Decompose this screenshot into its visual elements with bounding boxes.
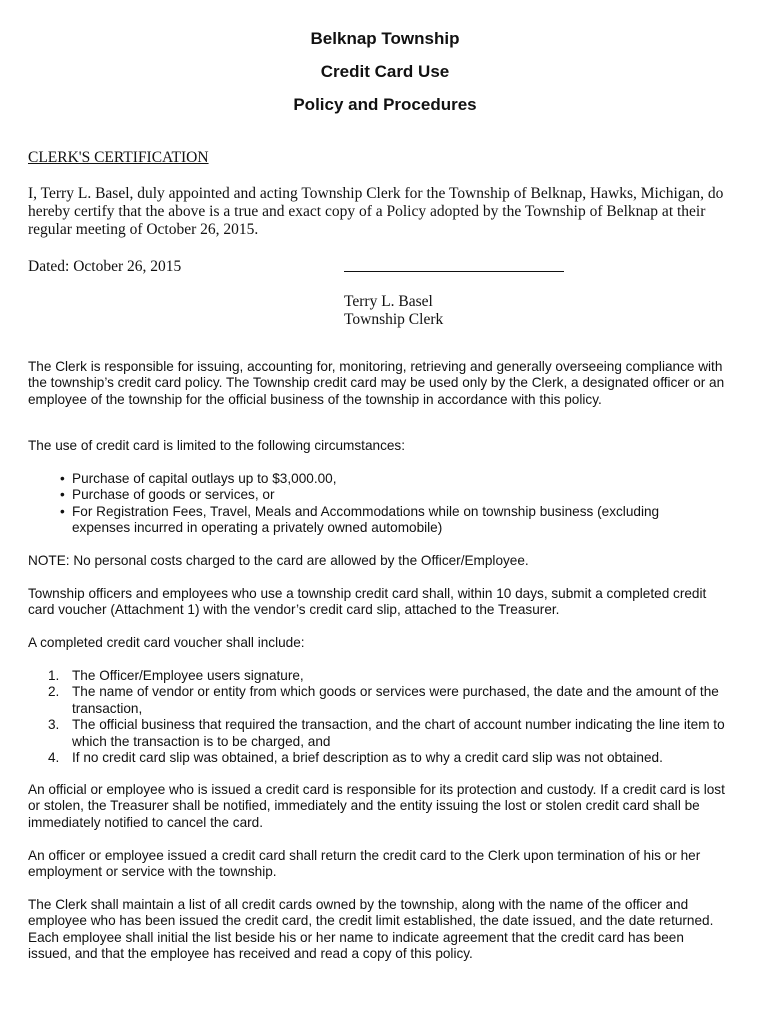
circumstances-intro: The use of credit card is limited to the following circumstances: — [28, 438, 406, 453]
title-credit-card-use: Credit Card Use — [320, 62, 450, 81]
bullet-icon: • — [60, 503, 65, 519]
voucher-rule: Township officers and employees who use a township credit card shall, within 10 days, submit a completed credit card voucher (Attachment 1) with the vendor’s credit card slip, attached to the Treasurer. — [28, 586, 707, 618]
signature-line — [344, 271, 564, 272]
signer-title: Township Clerk — [344, 311, 444, 328]
signer-name: Terry L. Basel — [344, 293, 433, 310]
bullet-icon: • — [60, 487, 65, 503]
list-item: • Purchase of capital outlays up to $3,000.00, — [60, 471, 337, 486]
list-item: 1. The Officer/Employee users signature, — [48, 668, 304, 683]
list-item: • For Registration Fees, Travel, Meals and Accommodations while on township business (excluding expenses incurred in operating a privately owned automobile) — [60, 503, 660, 536]
card-list-policy: The Clerk shall maintain a list of all credit cards owned by the township, along with the name of the officer and employee who has been issued the credit card, the credit limit established, the date issued, and the date returned. Each employee shall initial the list beside his or her name to indicate agreement that the credit card has been issued, and that the employee has received and read a copy of this policy. — [28, 897, 714, 962]
voucher-items-list — [48, 668, 728, 766]
list-item: 3. The official business that required the transaction, and the chart of account number indicating the line item to which the transaction is to be charged, and — [48, 717, 725, 749]
certification-date: Dated: October 26, 2015 — [28, 258, 182, 275]
certification-heading: CLERK'S CERTIFICATION — [28, 149, 209, 166]
title-policy: Policy and Procedures — [293, 95, 477, 114]
list-item: 2. The name of vendor or entity from which goods or services were purchased, the date and the amount of the transaction, — [48, 684, 719, 716]
circumstances-list — [60, 471, 720, 537]
note-text: NOTE: No personal costs charged to the card are allowed by the Officer/Employee. — [28, 553, 529, 568]
list-item: • Purchase of goods or services, or — [60, 487, 275, 503]
document-title — [0, 28, 770, 127]
lost-card-policy: An official or employee who is issued a credit card is responsible for its protection and custody. If a credit card is lost or stolen, the Treasurer shall be notified, immediately and the entity issuing the lost or stolen credit card shall be immediately notified to cancel the card. — [28, 782, 725, 830]
return-card-policy: An officer or employee issued a credit card shall return the credit card to the Clerk upon termination of his or her employment or service with the township. — [28, 848, 701, 880]
voucher-intro: A completed credit card voucher shall include: — [28, 635, 305, 650]
policy-intro: The Clerk is responsible for issuing, accounting for, monitoring, retrieving and generally overseeing compliance with the township’s credit card policy. The Township credit card may be used only by the Clerk, a designated officer or an employee of the township for the official business of the township in accordance with this policy. — [28, 359, 725, 407]
list-item: 4. If no credit card slip was obtained, a brief description as to why a credit card slip was not obtained. — [48, 750, 663, 766]
bullet-icon: • — [60, 471, 65, 486]
title-township: Belknap Township — [310, 29, 460, 48]
certification-body: I, Terry L. Basel, duly appointed and acting Township Clerk for the Township of Belknap, Hawks, Michigan, do hereby certify that the above is a true and exact copy of a Policy adopted by the Township of Belknap at their regular meeting of October 26, 2015. — [28, 185, 724, 238]
